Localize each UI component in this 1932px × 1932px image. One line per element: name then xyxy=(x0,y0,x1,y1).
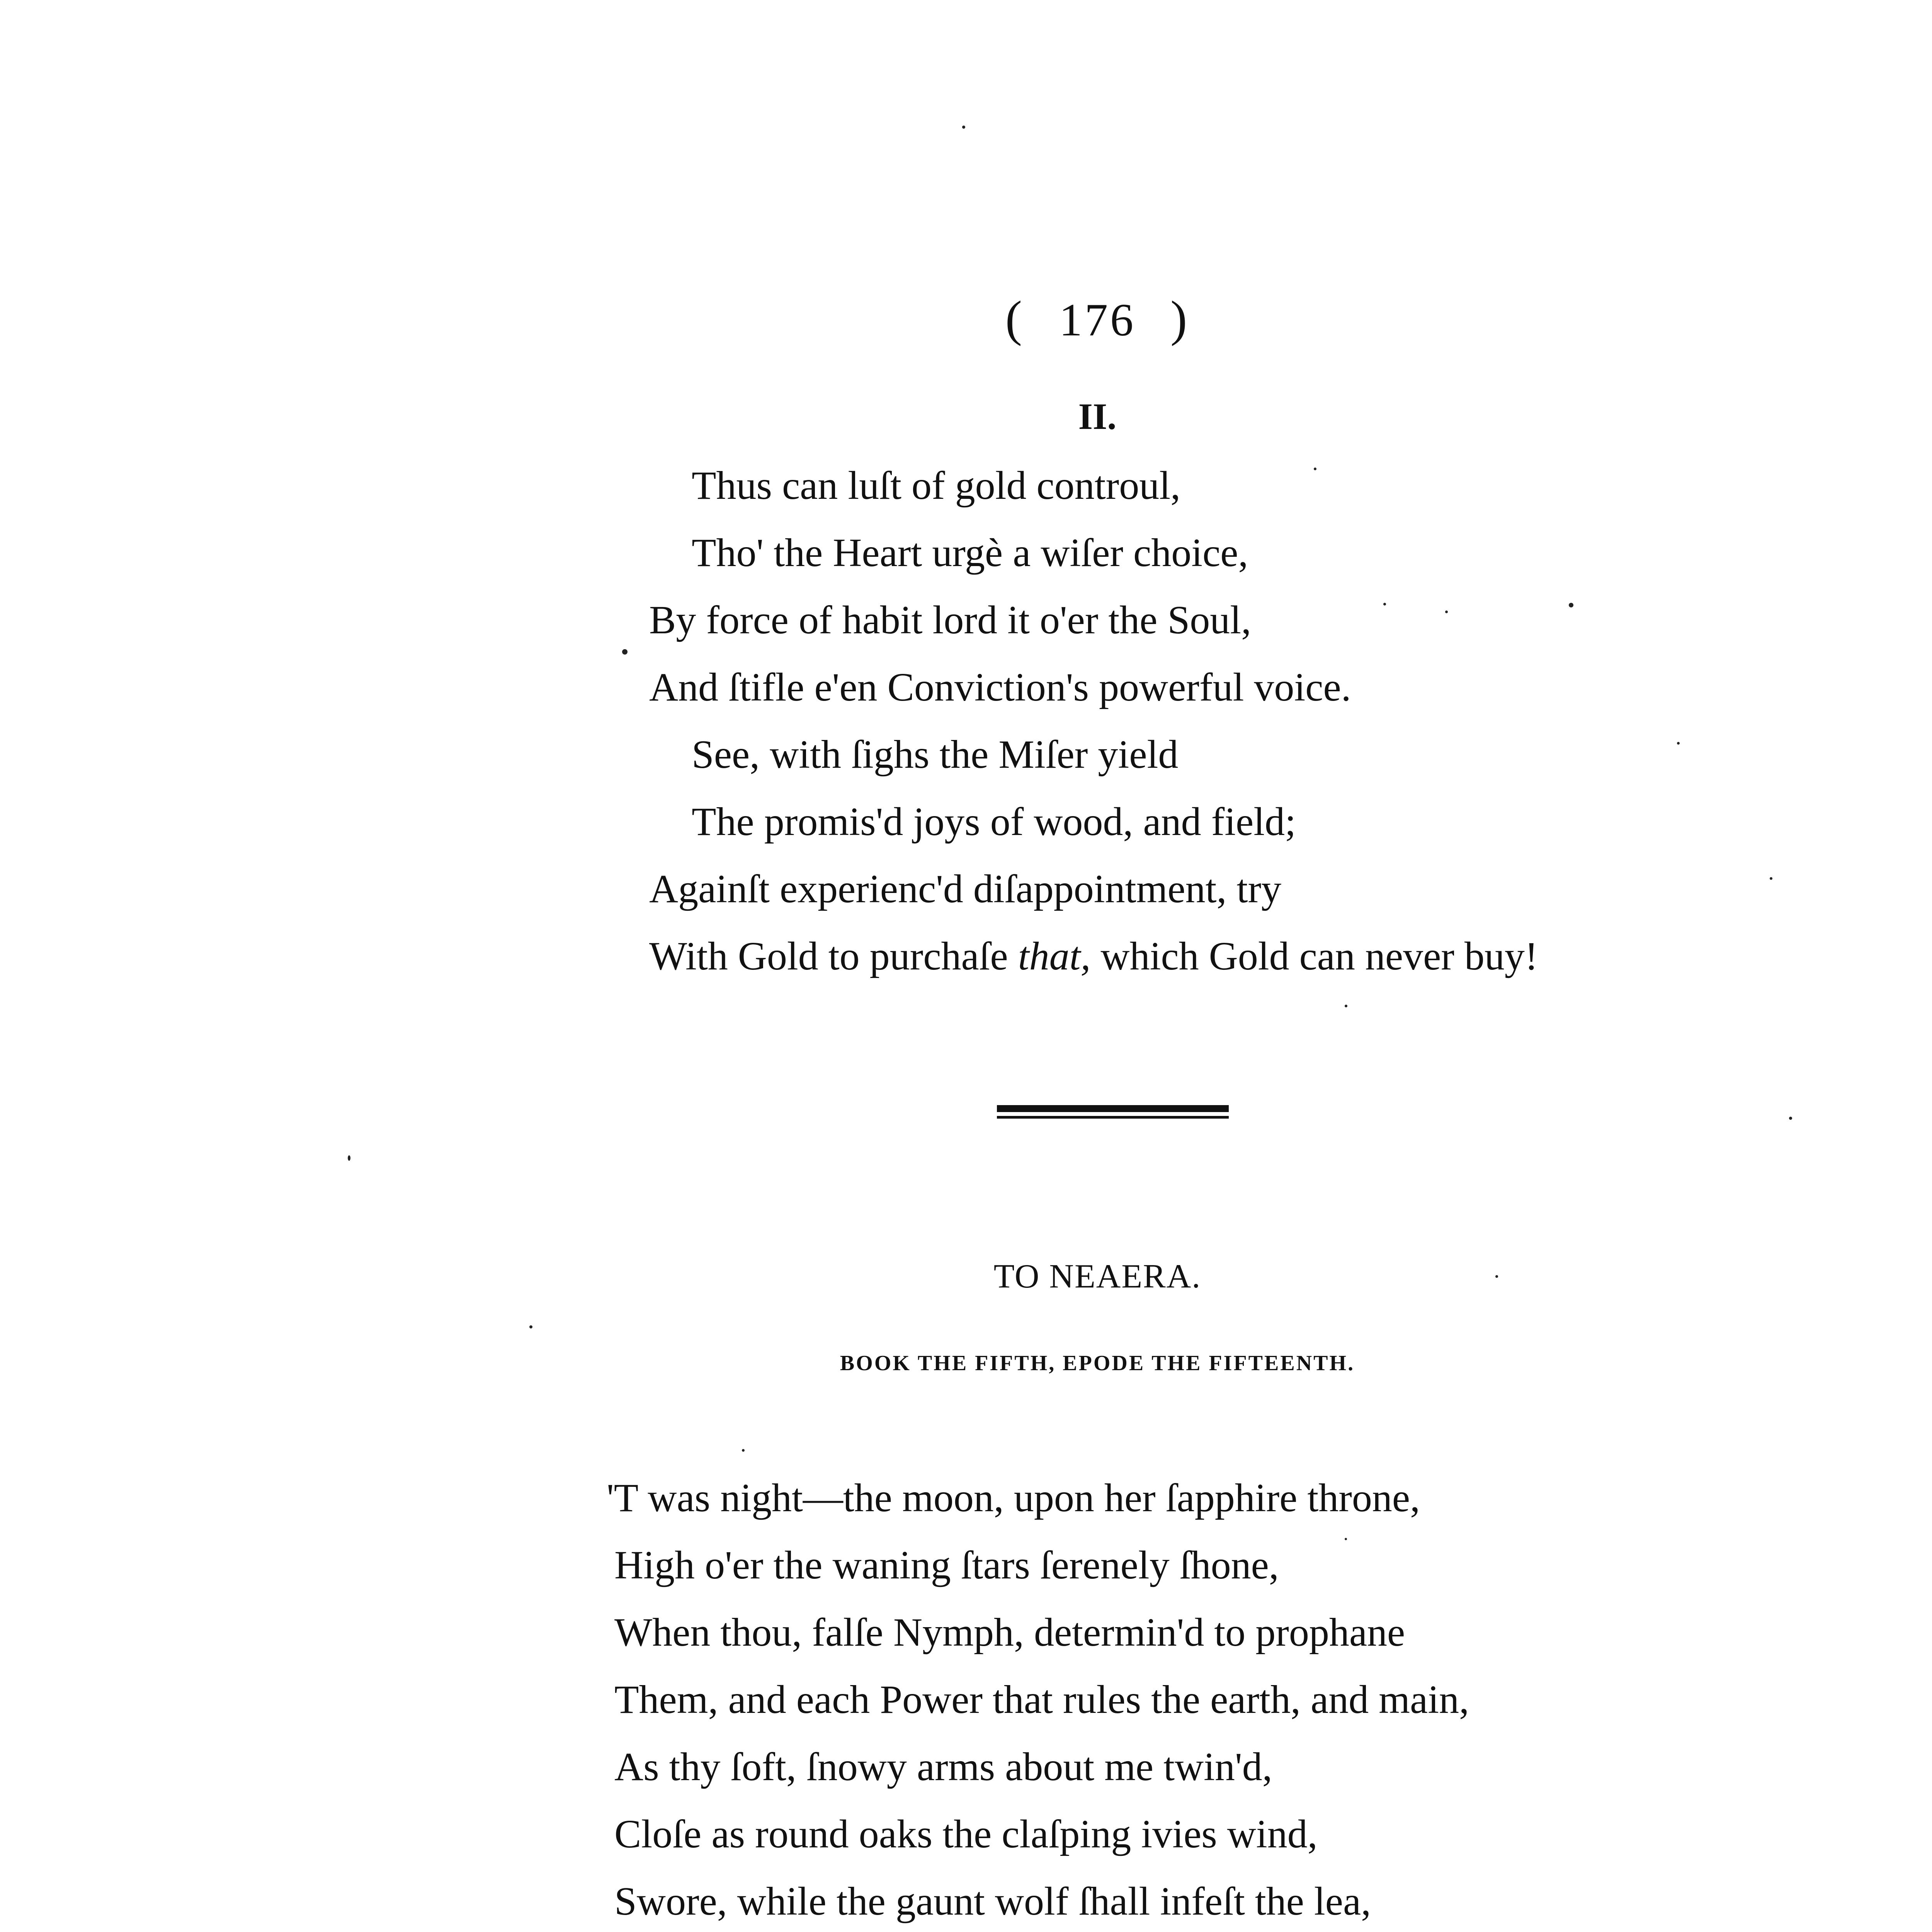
verse-line: And ſtifle e'en Conviction's powerful voice. xyxy=(649,665,1351,709)
page-number xyxy=(0,291,1932,347)
verse-line: Cloſe as round oaks the claſping ivies wind, xyxy=(614,1812,1318,1856)
page-number-close-paren: ) xyxy=(1170,291,1190,347)
scan-speck xyxy=(1345,1005,1347,1007)
verse-line: The promis'd joys of wood, and field; xyxy=(692,799,1296,844)
scan-speck xyxy=(1383,603,1386,605)
verse-line: When thou, falſe Nymph, determin'd to prophane xyxy=(614,1610,1405,1655)
scan-speck xyxy=(1445,611,1448,613)
verse-line: Them, and each Power that rules the earth, and main, xyxy=(614,1677,1469,1722)
poem-subtitle: BOOK THE FIFTH, EPODE THE FIFTEENTH. xyxy=(840,1351,1355,1375)
scan-speck xyxy=(742,1449,745,1452)
verse-emphasis: that, xyxy=(1018,934,1091,978)
verse-text: With Gold to purchaſe xyxy=(649,934,1018,978)
verse-line-final xyxy=(649,923,1538,990)
scan-speck xyxy=(1770,877,1772,880)
section-heading: II. xyxy=(1078,396,1117,437)
scan-speck xyxy=(348,1155,350,1161)
verse-text: which Gold can never buy! xyxy=(1090,934,1538,978)
verse-line: Swore, while the gaunt wolf ſhall infeſt the lea, xyxy=(614,1879,1371,1923)
scan-speck xyxy=(1789,1117,1792,1120)
verse-line: See, with ſighs the Miſer yield xyxy=(692,732,1179,777)
verse-line: Thus can luſt of gold controul, xyxy=(692,463,1181,508)
scan-speck xyxy=(1677,742,1680,745)
verse-line: Tho' the Heart urgè a wiſer choice, xyxy=(692,531,1248,575)
scan-speck xyxy=(622,649,628,655)
scan-speck xyxy=(1569,603,1573,607)
scan-speck xyxy=(1314,468,1316,470)
verse-line: High o'er the waning ſtars ſerenely ſhone, xyxy=(614,1543,1279,1587)
verse-line: Againſt experienc'd diſappointment, try xyxy=(649,867,1282,911)
scan-speck xyxy=(529,1325,532,1328)
verse-line: By force of habit lord it o'er the Soul, xyxy=(649,598,1252,642)
scan-speck xyxy=(1345,1538,1347,1540)
scan-speck xyxy=(962,126,965,129)
scan-speck xyxy=(1495,1275,1498,1278)
page-number-open-paren: ( xyxy=(1005,291,1024,347)
poem-title: TO NEAERA. xyxy=(993,1258,1201,1295)
section-divider-rule xyxy=(997,1105,1229,1119)
verse-line: 'T was night—the moon, upon her ſapphire throne, xyxy=(607,1476,1420,1520)
verse-line: As thy ſoft, ſnowy arms about me twin'd, xyxy=(614,1745,1272,1789)
divider-thick-bar xyxy=(997,1105,1229,1112)
page-number-value: 176 xyxy=(1059,294,1136,345)
divider-thin-bar xyxy=(997,1116,1229,1119)
